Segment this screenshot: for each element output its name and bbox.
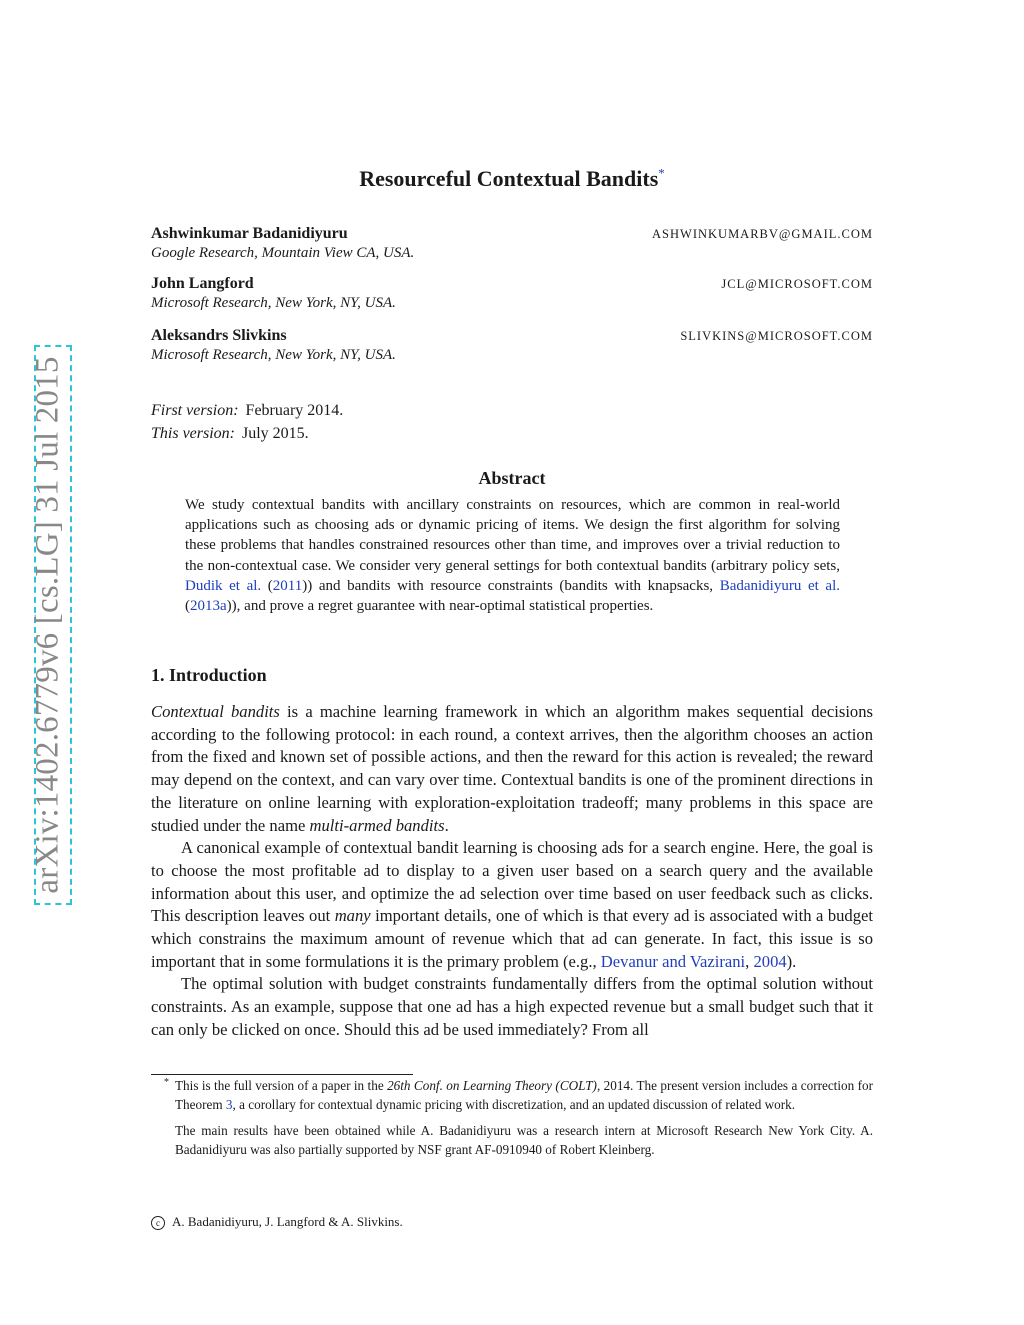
- author-block: [151, 327, 873, 364]
- copyright-line: c A. Badanidiyuru, J. Langford & A. Slivkins.: [151, 1214, 403, 1230]
- footnote-rule: [151, 1074, 413, 1075]
- paragraph: Contextual bandits is a machine learning framework in which an algorithm makes sequential decisions according to the following protocol: in each round, a context arrives, then the algorithm chooses an action from the fixed and known set of possible actions, and then the reward for this action is revealed; the reward may depend on the context, and can vary over time. Contextual bandits is one of the prominent directions in the literature on online learning with exploration-exploitation tradeoff; many problems in this space are studied under the name multi-armed bandits.: [151, 702, 873, 835]
- author-email: JCL@MICROSOFT.COM: [721, 277, 873, 291]
- arxiv-stamp-text: arXiv:1402.6779v6 [cs.LG] 31 Jul 2015: [29, 356, 66, 894]
- copyright-icon: c: [151, 1216, 165, 1230]
- author-email: SLIVKINS@MICROSOFT.COM: [680, 329, 873, 343]
- citation-link[interactable]: Badanidiyuru et al.: [719, 577, 840, 594]
- arxiv-stamp: [14, 345, 82, 905]
- introduction-body: [151, 701, 873, 1042]
- author-affiliation: Microsoft Research, New York, NY, USA.: [151, 347, 396, 363]
- abstract-heading: Abstract: [478, 468, 546, 488]
- version-info: [151, 399, 343, 445]
- author-affiliation: Google Research, Mountain View CA, USA.: [151, 245, 415, 261]
- footnote: * This is the full version of a paper in the 26th Conf. on Learning Theory (COLT), 2014. The present version includes a correction for Theorem 3, a corollary for contextual dynamic pricing with discretization, and an updated discussion of related work.: [175, 1077, 873, 1114]
- abstract-text: We study contextual bandits with ancillary constraints on resources, which are common in real-world applications such as choosing ads or dynamic pricing of items. We design the first algorithm for solving these problems that handles constrained resources other than time, and improves over a trivial reduction to the non-contextual case. We consider very general settings for both contextual bandits (arbitrary policy sets, Dudik et al. (2011)) and bandits with resource constraints (bandits with knapsacks, Badanidiyuru et al. (2013a)), and prove a regret guarantee with near-optimal statistical properties.: [185, 497, 840, 615]
- theorem-ref-link[interactable]: 3: [225, 1096, 233, 1112]
- this-version-value: July 2015.: [242, 425, 309, 442]
- citation-year-link[interactable]: 2004: [753, 951, 787, 971]
- footnote-mark: *: [164, 1077, 169, 1088]
- first-version-label: First version:: [151, 402, 239, 419]
- author-block: [151, 275, 873, 312]
- author-email: ASHWINKUMARBV@GMAIL.COM: [652, 227, 873, 241]
- citation-year-link[interactable]: 2011: [272, 577, 303, 594]
- title-footnote-mark[interactable]: *: [658, 165, 665, 181]
- footnote: The main results have been obtained while A. Badanidiyuru was a research intern at Microsoft Research New York City. A. Badanidiyuru was also partially supported by NSF grant AF-0910940 of Robert Kleinberg.: [175, 1123, 873, 1157]
- citation-year-link[interactable]: 2013a: [190, 598, 227, 615]
- author-block: [151, 225, 873, 262]
- author-name: John Langford: [151, 275, 254, 292]
- author-affiliation: Microsoft Research, New York, NY, USA.: [151, 295, 396, 311]
- paragraph: A canonical example of contextual bandit learning is choosing ads for a search engine. Here, the goal is to choose the most profitable ad to display to a given user based on a search query and the available information about this user, and optimize the ad selection over time based on user feedback such as clicks. This description leaves out many important details, one of which is that every ad is associated with a budget which constrains the maximum amount of revenue which that ad can generate. In fact, this issue is so important that in some formulations it is the primary problem (e.g., Devanur and Vazirani, 2004).: [151, 838, 873, 971]
- paper-title-text: Resourceful Contextual Bandits: [359, 166, 659, 191]
- first-version-value: February 2014.: [245, 402, 344, 419]
- citation-link[interactable]: Dudik et al.: [185, 577, 262, 594]
- citation-link[interactable]: Devanur and Vazirani: [600, 951, 746, 971]
- author-name: Aleksandrs Slivkins: [151, 327, 287, 344]
- footnotes: [164, 1077, 873, 1159]
- author-name: Ashwinkumar Badanidiyuru: [151, 225, 348, 242]
- paragraph: The optimal solution with budget constraints fundamentally differs from the optimal solution without constraints. As an example, suppose that one ad has a high expected revenue but a small budget such that it can only be clicked on once. Should this ad be used immediately? From all: [151, 974, 873, 1039]
- this-version-label: This version:: [151, 425, 235, 442]
- paper-title: [0, 166, 1024, 192]
- section-heading: 1. Introduction: [151, 665, 267, 685]
